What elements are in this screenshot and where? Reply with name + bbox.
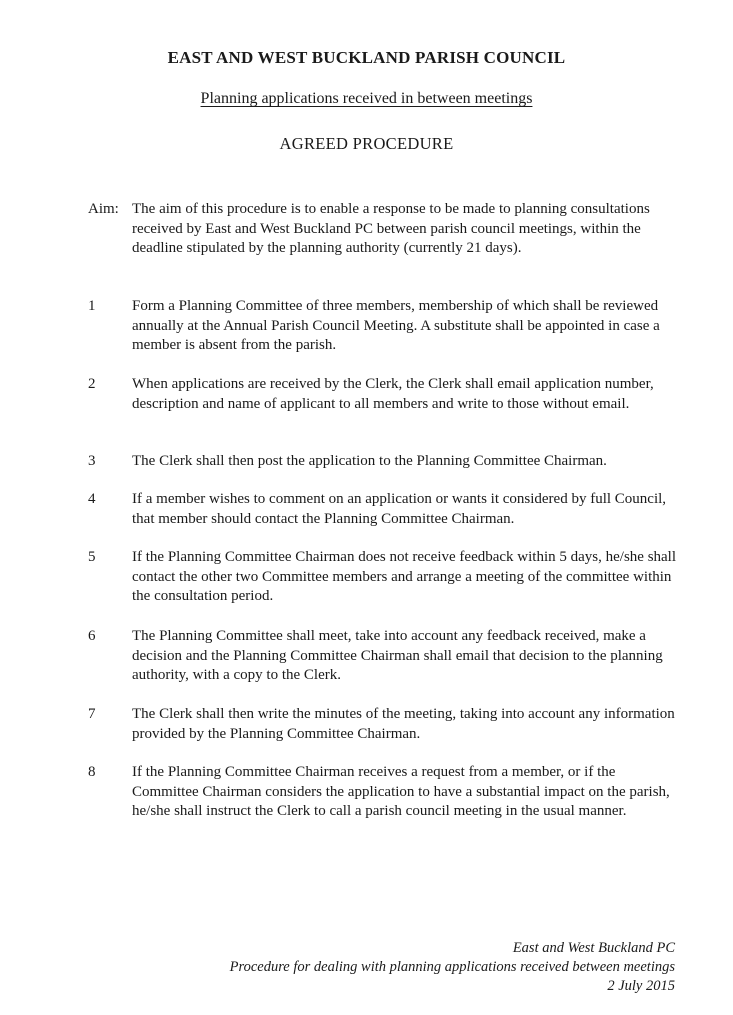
- document-subtitle: Planning applications received in between meetings: [200, 90, 533, 107]
- item-text: If the Planning Committee Chairman receives a request from a member, or if the Committee Chairman considers the application to have a substantial impact on the parish, he/she shall instruct the Clerk to call a parish council meeting in the usual manner.: [132, 764, 670, 819]
- item-number: 7: [88, 706, 96, 722]
- procedure-item-7: [88, 705, 688, 744]
- item-number: 3: [88, 453, 96, 469]
- item-text: When applications are received by the Clerk, the Clerk shall email application number, description and name of applicant to all members and write to those without email.: [132, 376, 654, 412]
- item-text: If a member wishes to comment on an application or wants it considered by full Council, that member should contact the Planning Committee Chairman.: [132, 491, 667, 527]
- item-text: The Clerk shall then post the application to the Planning Committee Chairman.: [132, 453, 607, 469]
- procedure-item-1: [88, 297, 688, 356]
- procedure-item-8: [88, 763, 688, 822]
- item-number: 2: [88, 376, 96, 392]
- item-text: If the Planning Committee Chairman does not receive feedback within 5 days, he/she shall contact the other two Committee members and arrange a meeting of the committee within the consultation period.: [132, 549, 677, 604]
- item-text: The aim of this procedure is to enable a response to be made to planning consultations received by East and West Buckland PC between parish council meetings, within the deadline stipulated by the planning authority (currently 21 days).: [132, 201, 650, 256]
- item-number: 8: [88, 764, 96, 780]
- procedure-item-2: [88, 375, 688, 414]
- item-number: 6: [88, 628, 96, 644]
- item-text: Form a Planning Committee of three members, membership of which shall be reviewed annually at the Annual Parish Council Meeting. A substitute shall be appointed in case a member is absent from the parish.: [132, 298, 660, 353]
- procedure-item-3: [88, 452, 688, 472]
- footer-organisation: East and West Buckland PC: [512, 940, 675, 956]
- item-number: Aim:: [88, 201, 119, 217]
- item-text: The Clerk shall then write the minutes of the meeting, taking into account any information provided by the Planning Committee Chairman.: [132, 706, 675, 742]
- item-text: The Planning Committee shall meet, take into account any feedback received, make a decision and the Planning Committee Chairman shall email that decision to the planning authority, with a copy to the Clerk.: [132, 628, 663, 683]
- item-number: 1: [88, 298, 96, 314]
- item-number: 4: [88, 491, 96, 507]
- footer-document-name: Procedure for dealing with planning applications received between meetings: [229, 959, 675, 975]
- procedure-item-6: [88, 627, 688, 686]
- document-title: EAST AND WEST BUCKLAND PARISH COUNCIL: [167, 48, 566, 67]
- footer-date: 2 July 2015: [607, 978, 675, 994]
- procedure-item-5: [88, 548, 688, 607]
- procedure-heading: AGREED PROCEDURE: [279, 134, 454, 153]
- aim-paragraph: [88, 200, 688, 259]
- footer: [195, 939, 675, 996]
- item-number: 5: [88, 549, 96, 565]
- procedure-item-4: [88, 490, 688, 529]
